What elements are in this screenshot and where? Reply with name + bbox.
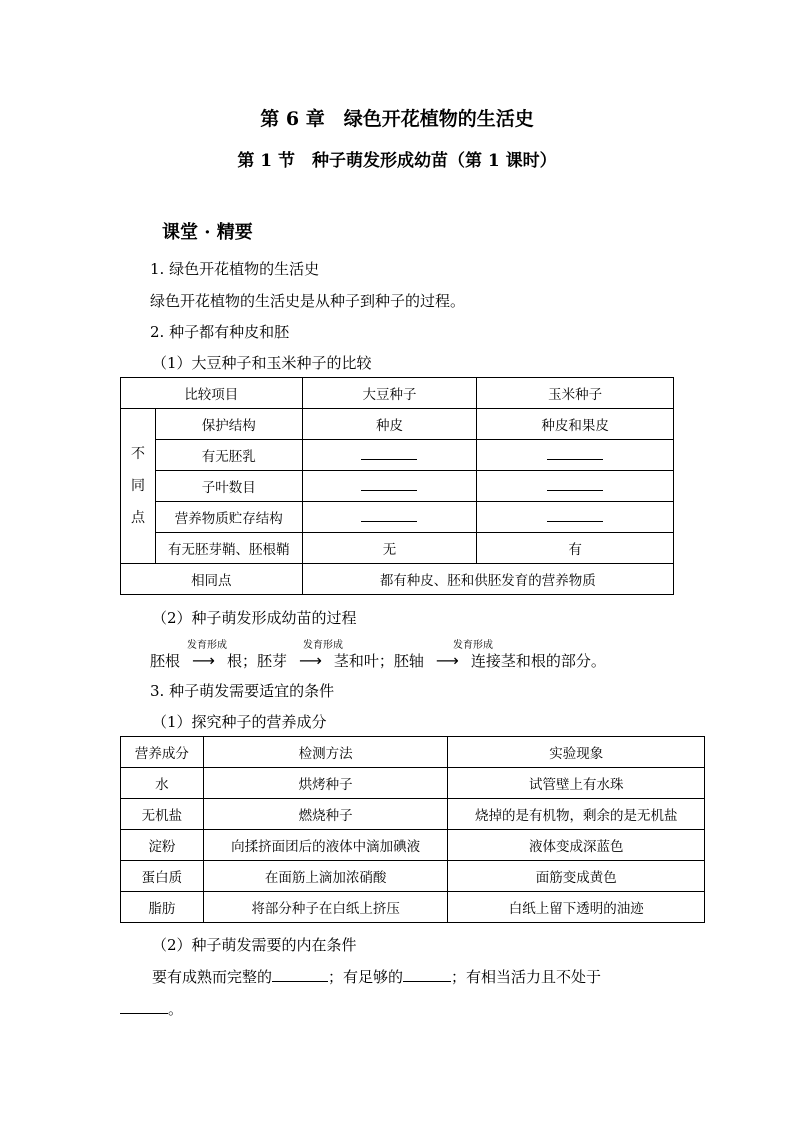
result-cell: 液体变成深蓝色 [448, 830, 705, 861]
corn-cell[interactable] [477, 471, 674, 502]
item2-sub1: （1）大豆种子和玉米种子的比较 [152, 354, 372, 372]
nutrient-cell: 脂肪 [121, 892, 204, 923]
item-cell: 有无胚乳 [155, 440, 302, 471]
answer-blank[interactable] [272, 967, 328, 982]
item2-title: 2. 种子都有种皮和胚 [150, 323, 290, 341]
arrow-label: 发育形成 [187, 640, 227, 651]
inner-conditions-end: 。 [120, 998, 183, 1019]
table-row [121, 502, 674, 533]
item-cell: 子叶数目 [155, 471, 302, 502]
table-header-row [121, 378, 674, 409]
corn-cell[interactable] [477, 502, 674, 533]
same-value: 都有种皮、胚和供胚发育的营养物质 [302, 564, 673, 595]
process-part: 根；胚芽 [226, 652, 287, 670]
corn-cell: 种皮和果皮 [477, 409, 674, 440]
answer-blank[interactable] [361, 478, 417, 491]
nutrient-cell: 淀粉 [121, 830, 204, 861]
table-row [121, 861, 705, 892]
result-cell: 白纸上留下透明的油迹 [448, 892, 705, 923]
answer-blank[interactable] [361, 447, 417, 460]
process-line [150, 650, 606, 671]
header-cell: 玉米种子 [477, 378, 674, 409]
item3-title: 3. 种子萌发需要适宜的条件 [150, 682, 335, 700]
item3-sub2: （2）种子萌发需要的内在条件 [152, 936, 357, 954]
table-row [121, 564, 674, 595]
seed-comparison-table [120, 377, 674, 595]
table-row [121, 533, 674, 564]
method-cell: 燃烧种子 [203, 799, 448, 830]
result-cell: 面筋变成黄色 [448, 861, 705, 892]
answer-blank[interactable] [547, 478, 603, 491]
right-arrow-icon: ⟶ [298, 651, 322, 670]
soy-cell: 种皮 [302, 409, 477, 440]
item-cell: 有无胚芽鞘、胚根鞘 [155, 533, 302, 564]
header-cell: 大豆种子 [302, 378, 477, 409]
right-arrow-icon: ⟶ [192, 651, 215, 670]
method-cell: 在面筋上滴加浓硝酸 [203, 861, 448, 892]
item-cell: 保护结构 [155, 409, 302, 440]
table-header-row [121, 737, 705, 768]
nutrient-table [120, 736, 705, 923]
table-row [121, 799, 705, 830]
header-cell: 检测方法 [203, 737, 448, 768]
corn-cell: 有 [477, 533, 674, 564]
right-arrow-icon: ⟶ [435, 651, 459, 670]
method-cell: 将部分种子在白纸上挤压 [203, 892, 448, 923]
process-part: 茎和叶；胚轴 [333, 652, 424, 670]
item2-sub2: （2）种子萌发形成幼苗的过程 [152, 609, 357, 627]
answer-blank[interactable] [361, 509, 417, 522]
nutrient-cell: 蛋白质 [121, 861, 204, 892]
section-heading: 课堂 · 精要 [162, 222, 253, 243]
corn-cell[interactable] [477, 440, 674, 471]
answer-blank[interactable] [547, 509, 603, 522]
header-cell: 比较项目 [121, 378, 303, 409]
arrow-label: 发育形成 [453, 640, 493, 651]
process-part: 连接茎和根的部分。 [470, 652, 606, 670]
item1-title: 1. 绿色开花植物的生活史 [150, 260, 320, 278]
header-cell: 营养成分 [121, 737, 204, 768]
inner-conditions-line: 要有成熟而完整的 ；有足够的 ；有相当活力且不处于 [152, 968, 602, 986]
nutrient-cell: 水 [121, 768, 204, 799]
method-cell: 烘烤种子 [203, 768, 448, 799]
table-row [121, 409, 674, 440]
nutrient-cell: 无机盐 [121, 799, 204, 830]
soy-cell[interactable] [302, 471, 477, 502]
table-row [121, 440, 674, 471]
item-cell: 营养物质贮存结构 [155, 502, 302, 533]
soy-cell[interactable] [302, 440, 477, 471]
table-row [121, 830, 705, 861]
item1-text: 绿色开花植物的生活史是从种子到种子的过程。 [150, 292, 466, 310]
soy-cell[interactable] [302, 502, 477, 533]
same-label: 相同点 [121, 564, 303, 595]
arrow-label: 发育形成 [303, 640, 343, 651]
table-row [121, 892, 705, 923]
soy-cell: 无 [302, 533, 477, 564]
answer-blank[interactable] [547, 447, 603, 460]
chapter-title: 第 6 章 绿色开花植物的生活史 [260, 108, 534, 130]
method-cell: 向揉挤面团后的液体中滴加碘液 [203, 830, 448, 861]
difference-label: 不 同 点 [121, 409, 156, 564]
table-row [121, 768, 705, 799]
result-cell: 烧掉的是有机物，剩余的是无机盐 [448, 799, 705, 830]
section-title: 第 1 节 种子萌发形成幼苗（第 1 课时） [237, 151, 557, 171]
result-cell: 试管壁上有水珠 [448, 768, 705, 799]
process-part: 胚根 [150, 652, 181, 670]
answer-blank[interactable] [403, 967, 451, 982]
item3-sub1: （1）探究种子的营养成分 [152, 713, 327, 731]
table-row [121, 471, 674, 502]
header-cell: 实验现象 [448, 737, 705, 768]
answer-blank[interactable] [120, 999, 168, 1014]
